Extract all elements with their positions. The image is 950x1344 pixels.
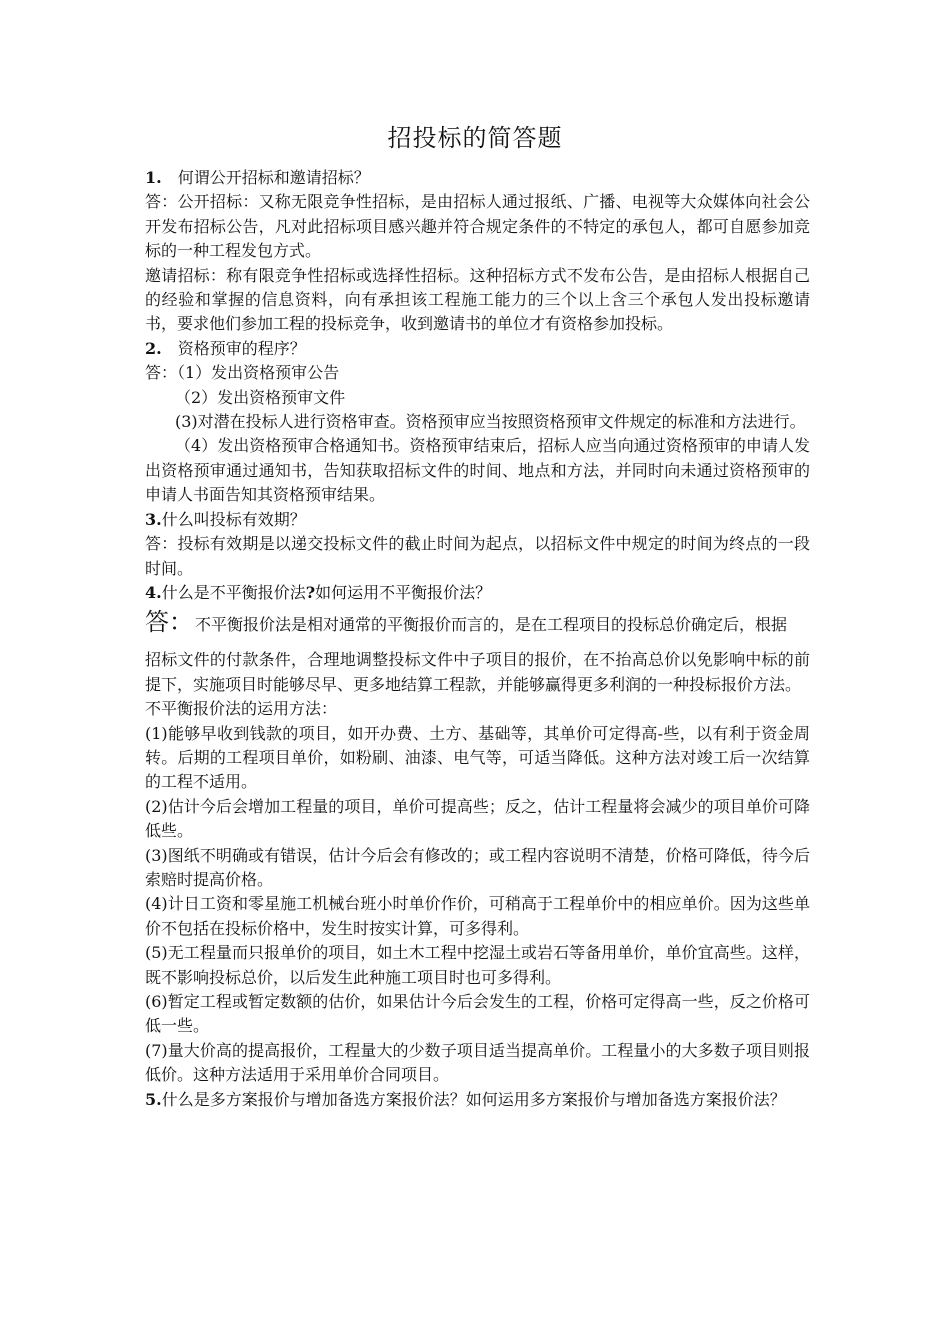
question-1-text: 何谓公开招标和邀请招标？ bbox=[177, 168, 370, 187]
question-3-number: 3. bbox=[145, 509, 162, 529]
question-5-number: 5. bbox=[145, 1089, 162, 1109]
question-5-text: 什么是多方案报价与增加备选方案报价法？如何运用多方案报价与增加备选方案报价法？ bbox=[161, 1089, 786, 1109]
question-3-text: 什么叫投标有效期？ bbox=[161, 509, 306, 529]
answer-1-public-bidding: 答：公开招标：又称无限竞争性招标，是由招标人通过报纸、广播、电视等大众媒体向社会公开发布招标公告，凡对此招标项目感兴趣并符合规定条件的不特定的承包人，都可自愿参加竞标的一种工程发包方式。 bbox=[145, 192, 810, 261]
question-2-text: 资格预审的程序？ bbox=[177, 338, 306, 358]
question-1-number: 1. bbox=[145, 168, 162, 187]
question-2 bbox=[145, 337, 810, 361]
answer-4-label: 答： bbox=[145, 608, 193, 637]
question-2-number: 2. bbox=[145, 338, 162, 358]
answer-3: 答：投标有效期是以递交投标文件的截止时间为起点，以招标文件中规定的时间为终点的一段时间。 bbox=[145, 534, 810, 578]
question-4-number: 4. bbox=[145, 582, 162, 602]
question-4-qmark: ? bbox=[305, 582, 316, 602]
question-4-text-a: 什么是不平衡报价法 bbox=[161, 582, 306, 602]
answer-2-step-4: （4）发出资格预审合格通知书。资格预审结束后，招标人应当向通过资格预审的申请人发出资格预审通过通知书，告知获取招标文件的时间、地点和方法，并同时向未通过资格预审的申请人书面告知其资格预审结果。 bbox=[145, 436, 810, 505]
answer-2-step-1: 答：（1）发出资格预审公告 bbox=[145, 363, 340, 383]
method-item-1: (1)能够早收到钱款的项目，如开办费、土方、基础等，其单价可定得高-些，以有利于资金周转。后期的工程项目单价，如粉刷、油漆、电气等，可适当降低。这种方法对竣工后一次结算的工程不适用。 bbox=[145, 723, 810, 792]
answer-4-rest: 招标文件的付款条件，合理地调整投标文件中子项目的报价，在不抬高总价以免影响中标的前提下，实施项目时能够尽早、更多地结算工程款，并能够赢得更多利润的一种投标报价方法。 bbox=[145, 650, 810, 694]
question-3 bbox=[145, 508, 810, 532]
method-item-2: (2)估计今后会增加工程量的项目，单价可提高些；反之，估计工程量将会减少的项目单价可降低些。 bbox=[145, 796, 810, 841]
question-4-text-b: 如何运用不平衡报价法？ bbox=[315, 582, 492, 602]
method-item-6: (6)暂定工程或暂定数额的估价，如果估计今后会发生的工程，价格可定得高一些，反之价格可低一些。 bbox=[145, 992, 810, 1036]
answer-2-step-2: （2）发出资格预审文件 bbox=[175, 387, 346, 407]
question-4 bbox=[145, 581, 810, 605]
methods-title: 不平衡报价法的运用方法： bbox=[145, 699, 338, 719]
question-1 bbox=[145, 166, 810, 190]
page-title: 招投标的简答题 bbox=[387, 124, 563, 152]
answer-4-first-text: 不平衡报价法是相对通常的平衡报价而言的，是在工程项目的投标总价确定后，根据 bbox=[195, 615, 788, 635]
method-item-3: (3)图纸不明确或有错误，估计今后会有修改的；或工程内容说明不清楚，价格可降低，待今后索赔时提高价格。 bbox=[145, 845, 810, 889]
document-body bbox=[145, 166, 810, 1112]
question-5 bbox=[145, 1088, 810, 1112]
method-item-5: (5)无工程量而只报单价的项目，如土木工程中挖湿土或岩石等备用单价，单价宜高些。这样，既不影响投标总价，以后发生此种施工项目时也可多得利。 bbox=[145, 943, 810, 987]
answer-1-invited-bidding: 邀请招标：称有限竞争性招标或选择性招标。这种招标方式不发布公告，是由招标人根据自己的经验和掌握的信息资料，向有承担该工程施工能力的三个以上含三个承包人发出投标邀请书，要求他们参加工程的投标竞争，收到邀请书的单位才有资格参加投标。 bbox=[145, 265, 810, 334]
method-item-4: (4)计日工资和零星施工机械台班小时单价作价，可稍高于工程单价中的相应单价。因为这些单价不包括在投标价格中，发生时按实计算，可多得利。 bbox=[145, 894, 810, 938]
method-item-7: (7)量大价高的提高报价，工程量大的少数子项目适当提高单价。工程量小的大多数子项目则报低价。这种方法适用于采用单价合同项目。 bbox=[145, 1040, 810, 1085]
answer-2-step-3: (3)对潜在投标人进行资格审查。资格预审应当按照资格预审文件规定的标准和方法进行。 bbox=[175, 412, 806, 432]
answer-4-first-line bbox=[145, 605, 810, 642]
